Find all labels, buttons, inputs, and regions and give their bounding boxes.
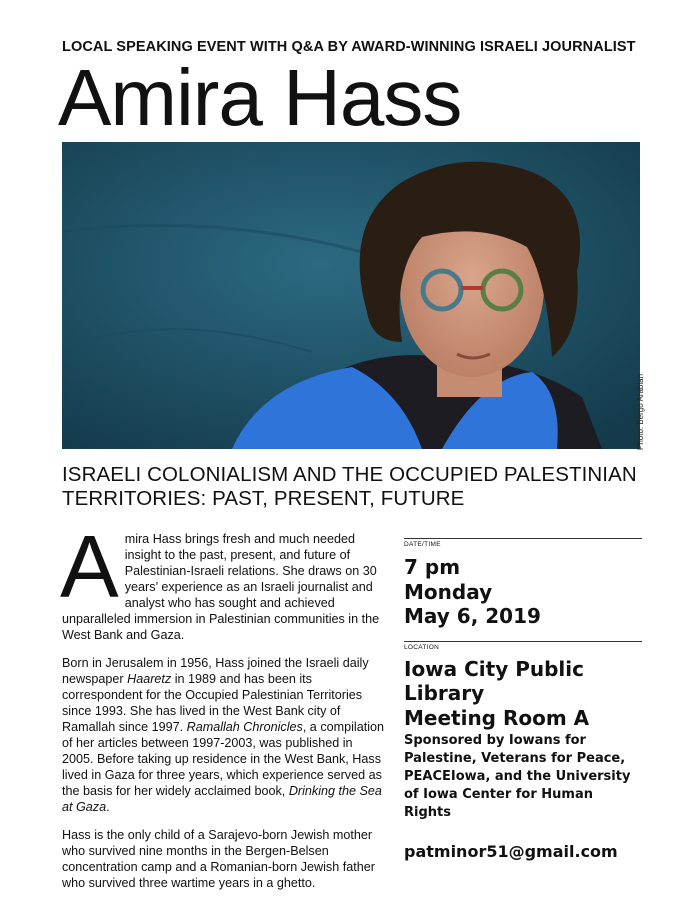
event-date: May 6, 2019 (404, 604, 541, 628)
bio-paragraph-3: Hass is the only child of a Sarajevo-born Jewish mother who survived nine months in the Bergen-Belsen concentration camp and a Romanian-born Jewish father who survived three wartime years in a ghetto. (62, 828, 375, 890)
datetime-block (404, 555, 642, 629)
speaker-photo (62, 142, 640, 449)
bio-paragraph-1 (60, 517, 384, 643)
talk-title (62, 463, 652, 511)
drop-cap: A (60, 517, 119, 616)
bio-p2-part-b: in 1989 and has been its correspondent for the Occupied Palestinian Territories since 1993. She has lived in the West Bank city of Ramallah since 1997. (62, 672, 363, 734)
bio-p2-part-d: . (106, 800, 110, 814)
event-time: 7 pm (404, 555, 461, 579)
divider (404, 538, 642, 539)
event-details (404, 538, 642, 861)
datetime-label: DATE/TIME (404, 541, 441, 548)
talk-title-line-2: TERRITORIES: PAST, PRESENT, FUTURE (62, 487, 465, 510)
bio-paragraph-1-text: mira Hass brings fresh and much needed insight to the past, present, and future of Palestinian-Israeli relations. She draws on 30 years’ experience as an Israeli journalist and analyst who has sought and achieved unparalleled immersion in Palestinian communities in the West Bank and Gaza. (62, 532, 380, 642)
venue-line-2: Library (404, 681, 485, 705)
event-day: Monday (404, 579, 493, 604)
talk-title-line-1: ISRAELI COLONIALISM AND THE OCCUPIED PALESTINIAN (62, 463, 637, 486)
photo-credit: Photo: Bergo Arablan (636, 373, 645, 450)
bio-p2-part-a: Born in Jerusalem in 1956, Hass joined the Israeli daily newspaper (62, 656, 369, 686)
venue-line-1: Iowa City Public (404, 656, 584, 681)
ramallah-chronicles-title: Ramallah Chronicles (186, 720, 303, 734)
sponsor-text: Sponsored by Iowans for Palestine, Veterans for Peace, PEACEIowa, and the University of Iowa Center for Human Rights (404, 733, 631, 820)
haaretz-title: Haaretz (127, 672, 172, 686)
contact-email: patminor51@gmail.com (404, 842, 618, 861)
book-title: Drinking the Sea at Gaza (62, 784, 382, 814)
bio-p2-part-c: , a compilation of her articles between 1997-2003, was published in 2005. Before taking up residence in the West Bank, Hass lived in Gaza for three years, which experience served as the basis for her widely acclaimed book, (62, 720, 385, 798)
speaker-name: Amira Hass (58, 53, 462, 142)
portrait-illustration (62, 142, 640, 449)
speaker-bio (60, 517, 385, 903)
divider (404, 641, 642, 642)
event-kicker: LOCAL SPEAKING EVENT WITH Q&A BY AWARD-WINNING ISRAELI JOURNALIST (62, 39, 636, 55)
location-label: LOCATION (404, 643, 440, 651)
bio-paragraph-2 (62, 655, 384, 815)
venue-line-3: Meeting Room A (404, 705, 590, 730)
venue-block (404, 657, 642, 731)
